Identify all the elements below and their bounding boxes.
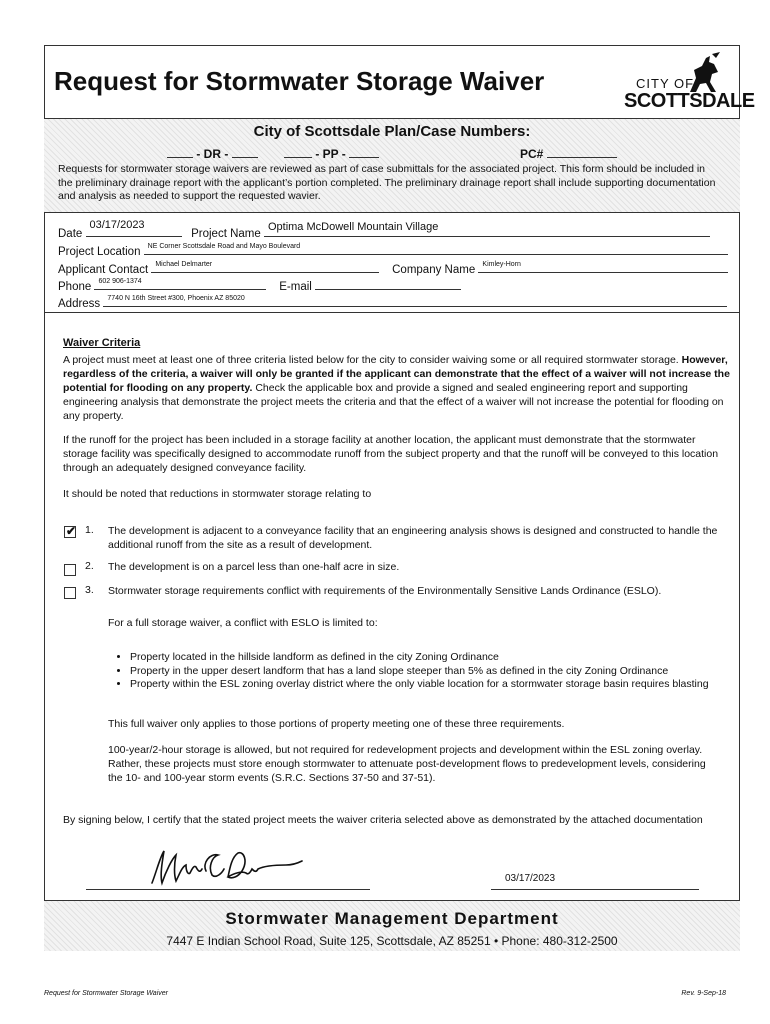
pp-field[interactable] bbox=[284, 144, 379, 161]
signature-date: 03/17/2023 bbox=[505, 873, 556, 884]
waiver-heading: Waiver Criteria bbox=[63, 337, 141, 349]
criteria-bold-text: However, regardless of the criteria, a waiver will only be granted if the applicant can demonstrate that the effect of a waiver will not increase the potential for flooding on any property. bbox=[63, 354, 730, 394]
logo-name-text: SCOTTSDALE bbox=[624, 90, 755, 112]
department-footer bbox=[44, 900, 740, 951]
applicant-contact-value: Michael Delmarter bbox=[155, 261, 213, 268]
pc-field[interactable] bbox=[520, 144, 617, 161]
phone-label: Phone bbox=[58, 281, 92, 293]
horse-rider-icon bbox=[682, 52, 726, 96]
project-location-row bbox=[58, 241, 728, 258]
signature-line[interactable] bbox=[86, 889, 370, 890]
project-name-label: Project Name bbox=[191, 228, 261, 240]
case-numbers-section bbox=[44, 118, 740, 212]
project-name-value: Optima McDowell Mountain Village bbox=[267, 221, 439, 233]
case-numbers-title: City of Scottsdale Plan/Case Numbers: bbox=[253, 123, 531, 140]
logo-city-text: CITY OF bbox=[636, 76, 695, 91]
full-waiver-note: This full waiver only applies to those portions of property meeting one of these three requirements. bbox=[108, 718, 565, 730]
pc-label: PC# bbox=[520, 147, 544, 161]
footer-form-name: Request for Stormwater Storage Waiver bbox=[44, 990, 168, 997]
email-label: E-mail bbox=[279, 281, 312, 293]
address-value: 7740 N 16th Street #300, Phoenix AZ 85020 bbox=[107, 295, 245, 302]
footer-revision: Rev. 9-Sep-18 bbox=[681, 990, 726, 997]
eslo-intro: For a full storage waiver, a conflict with ESLO is limited to: bbox=[108, 617, 378, 629]
department-name: Stormwater Management Department bbox=[225, 909, 559, 928]
criteria-text: A project must meet at least one of three criteria listed below for the city to consider waiving some or all required stormwater storage. bbox=[63, 354, 679, 366]
dr-field[interactable] bbox=[167, 144, 258, 161]
date-label: Date bbox=[58, 228, 83, 240]
criteria-tail-text: Check the applicable box and provide a signed and sealed engineering report and supporting engineering analysis that demonstrate the project meets the criteria and that the effect of a waiver will not increase the potential for flooding on any property. bbox=[63, 382, 724, 422]
applicant-info-section bbox=[44, 212, 740, 312]
pp-suffix-blank[interactable] bbox=[349, 144, 379, 158]
applicant-contact-field[interactable] bbox=[151, 259, 379, 273]
intro-text: Requests for stormwater storage waivers are reviewed as part of case submittals for the associated project. This form should be included in the preliminary drainage report with the applicant’s portion completed. The preliminary drainage report shall include supporting documentation and analysis as needed to support the requested wavier. bbox=[58, 163, 716, 202]
dr-prefix-blank[interactable] bbox=[167, 144, 193, 158]
criteria-2-number: 2. bbox=[85, 560, 94, 572]
pp-prefix-blank[interactable] bbox=[284, 144, 312, 158]
phone-row bbox=[58, 276, 461, 293]
project-name-field[interactable] bbox=[264, 223, 710, 237]
city-logo bbox=[622, 52, 755, 116]
project-location-field[interactable] bbox=[144, 241, 728, 255]
dr-suffix-blank[interactable] bbox=[232, 144, 258, 158]
criteria-paragraph bbox=[63, 353, 731, 423]
company-name-field[interactable] bbox=[478, 259, 728, 273]
department-address: 7447 E Indian School Road, Suite 125, Scottsdale, AZ 85251 • Phone: 480-312-2500 bbox=[166, 934, 618, 948]
criteria-3-number: 3. bbox=[85, 584, 94, 596]
criteria-2-checkbox[interactable] bbox=[64, 564, 76, 576]
phone-value: 602 906-1374 bbox=[98, 278, 142, 285]
project-location-value: NE Corner Scottsdale Road and Mayo Boulevard bbox=[147, 243, 301, 250]
criteria-1-number: 1. bbox=[85, 524, 94, 536]
criteria-3-text: Stormwater storage requirements conflict with requirements of the Environmentally Sensitive Lands Ordinance (ESLO). bbox=[108, 585, 662, 597]
criteria-1-checkbox[interactable] bbox=[64, 526, 76, 538]
applicant-contact-label: Applicant Contact bbox=[58, 264, 149, 276]
address-field[interactable] bbox=[103, 293, 727, 307]
certify-text: By signing below, I certify that the stated project meets the waiver criteria selected above as demonstrated by the attached documentation bbox=[63, 814, 703, 826]
company-name-label: Company Name bbox=[392, 264, 476, 276]
check-icon: ✔ bbox=[66, 524, 77, 538]
criteria-2-text: The development is on a parcel less than one-half acre in size. bbox=[108, 561, 400, 573]
email-field[interactable] bbox=[315, 276, 461, 290]
pp-label: - PP - bbox=[315, 147, 346, 161]
criteria-3-checkbox[interactable] bbox=[64, 587, 76, 599]
list-item: • Property located in the hillside landform as defined in the city Zoning Ordinance bbox=[130, 651, 730, 665]
applicant-row bbox=[58, 259, 728, 276]
form-title: Request for Stormwater Storage Waiver bbox=[54, 66, 545, 96]
reductions-paragraph: It should be noted that reductions in stormwater storage relating to bbox=[63, 488, 372, 500]
criteria-1-text: The development is adjacent to a conveyance facility that an engineering analysis shows is designed and constructed to handle the additional runoff from the site as a result of development. bbox=[108, 525, 718, 551]
dr-label: - DR - bbox=[196, 147, 229, 161]
signature-image bbox=[146, 843, 306, 891]
list-item: • Property in the upper desert landform that has a land slope steeper than 5% as defined in the city Zoning Ordinance bbox=[130, 665, 730, 679]
eslo-bullet-list bbox=[110, 651, 730, 692]
company-name-value: Kimley-Horn bbox=[482, 261, 521, 268]
list-item: • Property within the ESL zoning overlay district where the only viable location for a stormwater storage basin requires blasting bbox=[130, 678, 730, 692]
date-value: 03/17/2023 bbox=[89, 219, 145, 231]
date-signature-line[interactable] bbox=[491, 889, 699, 890]
date-field[interactable] bbox=[86, 219, 182, 237]
storage-note: 100-year/2-hour storage is allowed, but not required for redevelopment projects and development within the ESL zoning overlay. Rather, these projects must store enough stormwater to attenuate post-development flows to predevelopment levels, considering the 10- and 100-year storm events (S.R.C. Sections 37-50 and 37-51). bbox=[108, 744, 706, 784]
address-row bbox=[58, 293, 727, 310]
waiver-criteria-section bbox=[44, 312, 740, 902]
project-location-label: Project Location bbox=[58, 246, 141, 258]
runoff-paragraph: If the runoff for the project has been included in a storage facility at another location, the applicant must demonstrate that the stormwater storage facility was specifically designed to accommodate runoff from the subject property and that the runoff will be conveyed to this location through an adequately designed conveyance facility. bbox=[63, 434, 719, 474]
address-label: Address bbox=[58, 298, 101, 310]
pc-blank[interactable] bbox=[547, 144, 617, 158]
phone-field[interactable] bbox=[94, 276, 266, 290]
date-row bbox=[58, 219, 710, 240]
